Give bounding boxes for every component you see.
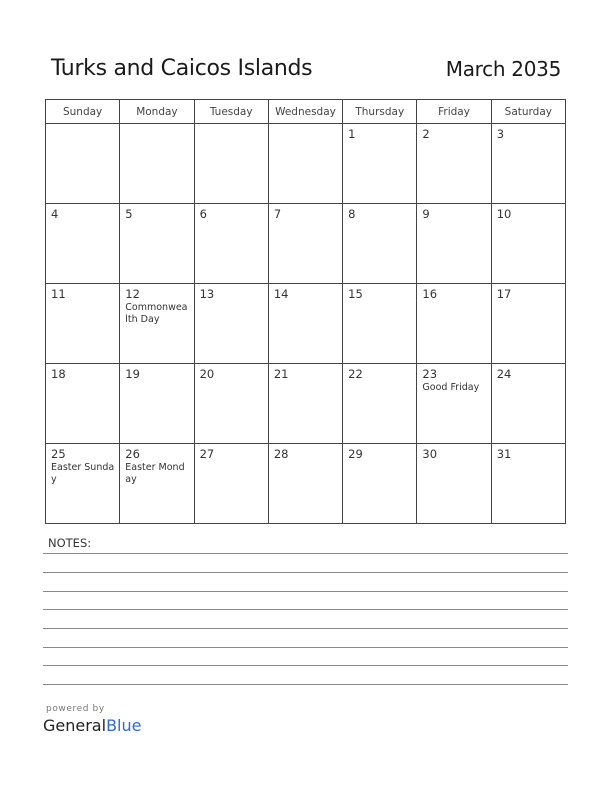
day-number: 7	[273, 207, 282, 221]
notes-line	[43, 609, 568, 610]
day-cell	[417, 364, 491, 444]
day-number: 26	[125, 447, 140, 461]
day-number: 13	[199, 287, 215, 301]
day-cell	[491, 124, 565, 204]
day-number: 23	[422, 367, 438, 381]
weekday-header: Monday	[120, 100, 194, 124]
day-cell	[491, 444, 565, 524]
day-number: 28	[273, 447, 289, 461]
day-cell	[417, 124, 491, 204]
holiday-label: Commonwealth Day	[125, 302, 188, 325]
day-cell	[268, 444, 342, 524]
holiday-label: Easter Monday	[125, 462, 185, 485]
day-cell	[46, 284, 120, 364]
day-cell	[120, 124, 194, 204]
day-number: 18	[51, 367, 66, 381]
brand-blue: Blue	[106, 716, 142, 735]
weekday-header: Friday	[417, 100, 491, 124]
day-cell	[343, 444, 417, 524]
day-cell	[46, 364, 120, 444]
day-cell	[46, 204, 120, 284]
day-number: 3	[496, 127, 505, 141]
calendar-month-title: March 2035	[445, 57, 561, 81]
week-row	[46, 444, 566, 524]
notes-label: NOTES:	[48, 536, 92, 550]
notes-line	[43, 647, 568, 648]
day-cell	[417, 204, 491, 284]
day-number: 9	[422, 207, 430, 221]
weekday-header: Tuesday	[194, 100, 268, 124]
day-number: 15	[348, 287, 363, 301]
day-cell	[491, 284, 565, 364]
day-number: 10	[496, 207, 512, 221]
day-number: 30	[422, 447, 438, 461]
day-cell	[268, 364, 342, 444]
week-row	[46, 364, 566, 444]
day-cell	[491, 364, 565, 444]
day-number: 5	[125, 207, 133, 221]
day-number: 4	[51, 207, 59, 221]
day-number: 31	[496, 447, 512, 461]
day-cell	[417, 284, 491, 364]
day-number: 21	[273, 367, 289, 381]
day-number: 2	[422, 127, 430, 141]
week-row	[46, 124, 566, 204]
day-number: 12	[125, 287, 140, 301]
day-number: 22	[348, 367, 363, 381]
weekday-header: Wednesday	[268, 100, 342, 124]
day-number: 11	[51, 287, 66, 301]
week-row	[46, 284, 566, 364]
day-cell	[343, 284, 417, 364]
day-cell	[343, 124, 417, 204]
day-number: 27	[199, 447, 215, 461]
day-number: 20	[199, 367, 215, 381]
day-number: 19	[125, 367, 140, 381]
day-cell	[120, 204, 194, 284]
day-number: 24	[496, 367, 512, 381]
calendar-grid	[45, 99, 566, 524]
day-cell	[268, 284, 342, 364]
week-row	[46, 204, 566, 284]
day-number: 17	[496, 287, 512, 301]
day-cell	[194, 124, 268, 204]
day-number: 16	[422, 287, 438, 301]
day-cell	[343, 204, 417, 284]
day-cell	[194, 284, 268, 364]
day-cell	[268, 124, 342, 204]
notes-line	[43, 665, 568, 666]
notes-line	[43, 572, 568, 573]
calendar-country-title: Turks and Caicos Islands	[51, 56, 313, 81]
day-number: 8	[348, 207, 356, 221]
notes-line	[43, 684, 568, 685]
day-number: 29	[348, 447, 363, 461]
brand-general: General	[43, 716, 107, 735]
day-cell	[120, 444, 194, 524]
day-cell	[194, 444, 268, 524]
notes-line	[43, 553, 568, 554]
weekday-header-row	[46, 100, 566, 124]
weekday-header: Sunday	[46, 100, 120, 124]
day-cell	[46, 444, 120, 524]
weekday-header: Thursday	[343, 100, 417, 124]
day-number: 6	[199, 207, 207, 221]
day-cell	[268, 204, 342, 284]
holiday-label: Good Friday	[422, 382, 480, 393]
holiday-label: Easter Sunday	[51, 462, 115, 485]
day-number: 14	[273, 287, 289, 301]
day-cell	[491, 204, 565, 284]
day-cell	[120, 284, 194, 364]
powered-by-text: powered by	[46, 704, 105, 714]
day-cell	[120, 364, 194, 444]
notes-line	[43, 591, 568, 592]
day-number: 1	[348, 127, 356, 141]
day-cell	[46, 124, 120, 204]
weekday-header: Saturday	[491, 100, 565, 124]
day-cell	[194, 364, 268, 444]
notes-line	[43, 628, 568, 629]
day-cell	[417, 444, 491, 524]
brand-logo[interactable]	[43, 716, 141, 735]
day-cell	[343, 364, 417, 444]
day-cell	[194, 204, 268, 284]
day-number: 25	[51, 447, 66, 461]
